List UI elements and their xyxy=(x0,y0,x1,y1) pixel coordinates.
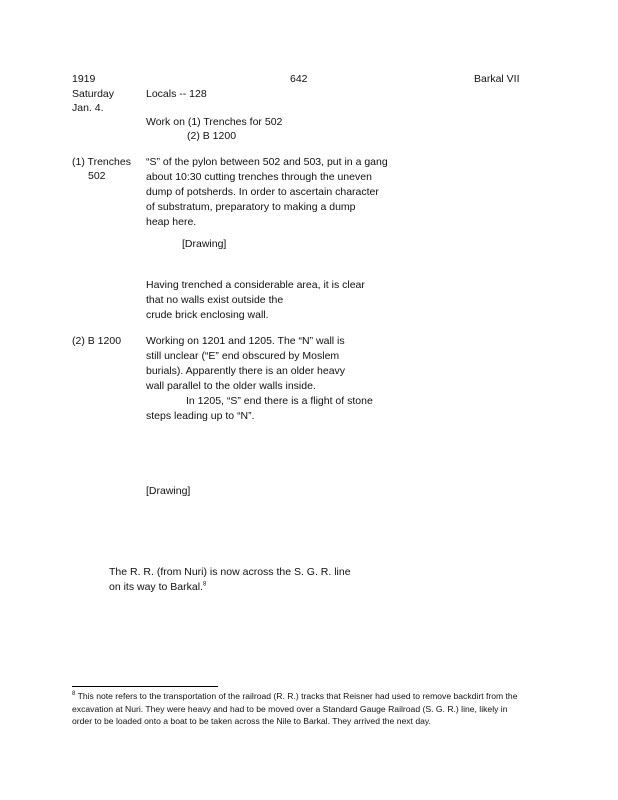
text-line xyxy=(109,580,351,595)
page-number: 642 xyxy=(290,73,308,85)
text-line: burials). Apparently there is an older heavy xyxy=(146,365,346,377)
footnote-text: This note refers to the transportation of the railroad (R. R.) tracks that Reisner had used to remove backdirt from the xyxy=(75,691,518,701)
entry1-text xyxy=(146,155,388,230)
text-line: still unclear (“E” end obscured by Moslem xyxy=(146,350,340,362)
date: Jan. 4. xyxy=(72,102,104,114)
text-line: crude brick enclosing wall. xyxy=(146,309,269,321)
entry1-after-text xyxy=(146,278,365,323)
text-line: wall parallel to the older walls inside. xyxy=(146,380,316,392)
text-line: of substratum, preparatory to making a dump xyxy=(146,201,356,213)
source-label: Barkal VII xyxy=(474,73,520,85)
entry2-text xyxy=(146,334,373,424)
text-line: that no walls exist outside the xyxy=(146,294,284,306)
weekday: Saturday xyxy=(72,88,115,100)
text-line: steps leading up to “N”. xyxy=(146,410,255,422)
rr-note xyxy=(109,565,351,595)
text-line: The R. R. (from Nuri) is now across the S. G. R. line xyxy=(109,566,351,578)
text-line: Working on 1201 and 1205. The “N” wall is xyxy=(146,335,345,347)
entry1-label-number: 502 xyxy=(88,170,106,182)
text-line: heap here. xyxy=(146,216,197,228)
year: 1919 xyxy=(72,73,96,85)
text-line: In 1205, “S” end there is a flight of stone xyxy=(186,395,373,407)
work-on-line-1: Work on (1) Trenches for 502 xyxy=(146,116,283,128)
text-line: dump of potsherds. In order to ascertain character xyxy=(146,186,379,198)
footnote-line: excavation at Nuri. They were heavy and had to be moved over a Standard Gauge Railroad (S. G. R.) line, likely in xyxy=(72,703,508,714)
text-line: about 10:30 cutting trenches through the uneven xyxy=(146,171,372,183)
footnote-line: order to be loaded onto a boat to be taken across the Nile to Barkal. They arrived the next day. xyxy=(72,716,431,726)
footnote-ref: 8 xyxy=(202,581,207,588)
text-line: “S” of the pylon between 502 and 503, put in a gang xyxy=(146,156,388,168)
footnote-divider xyxy=(72,686,218,687)
entry2-label: (2) B 1200 xyxy=(72,335,122,347)
footnote-marker: 8 xyxy=(72,691,76,698)
drawing-placeholder-1: [Drawing] xyxy=(182,238,227,250)
text-line: Having trenched a considerable area, it is clear xyxy=(146,279,365,291)
footnote xyxy=(72,690,552,728)
work-on-line-2: (2) B 1200 xyxy=(187,130,237,142)
entry1-label: (1) Trenches xyxy=(72,156,131,168)
drawing-placeholder-2: [Drawing] xyxy=(146,485,191,497)
rr-note-text: on its way to Barkal. xyxy=(109,581,203,593)
locals-count: Locals -- 128 xyxy=(146,88,207,100)
footnote-line xyxy=(72,690,552,703)
